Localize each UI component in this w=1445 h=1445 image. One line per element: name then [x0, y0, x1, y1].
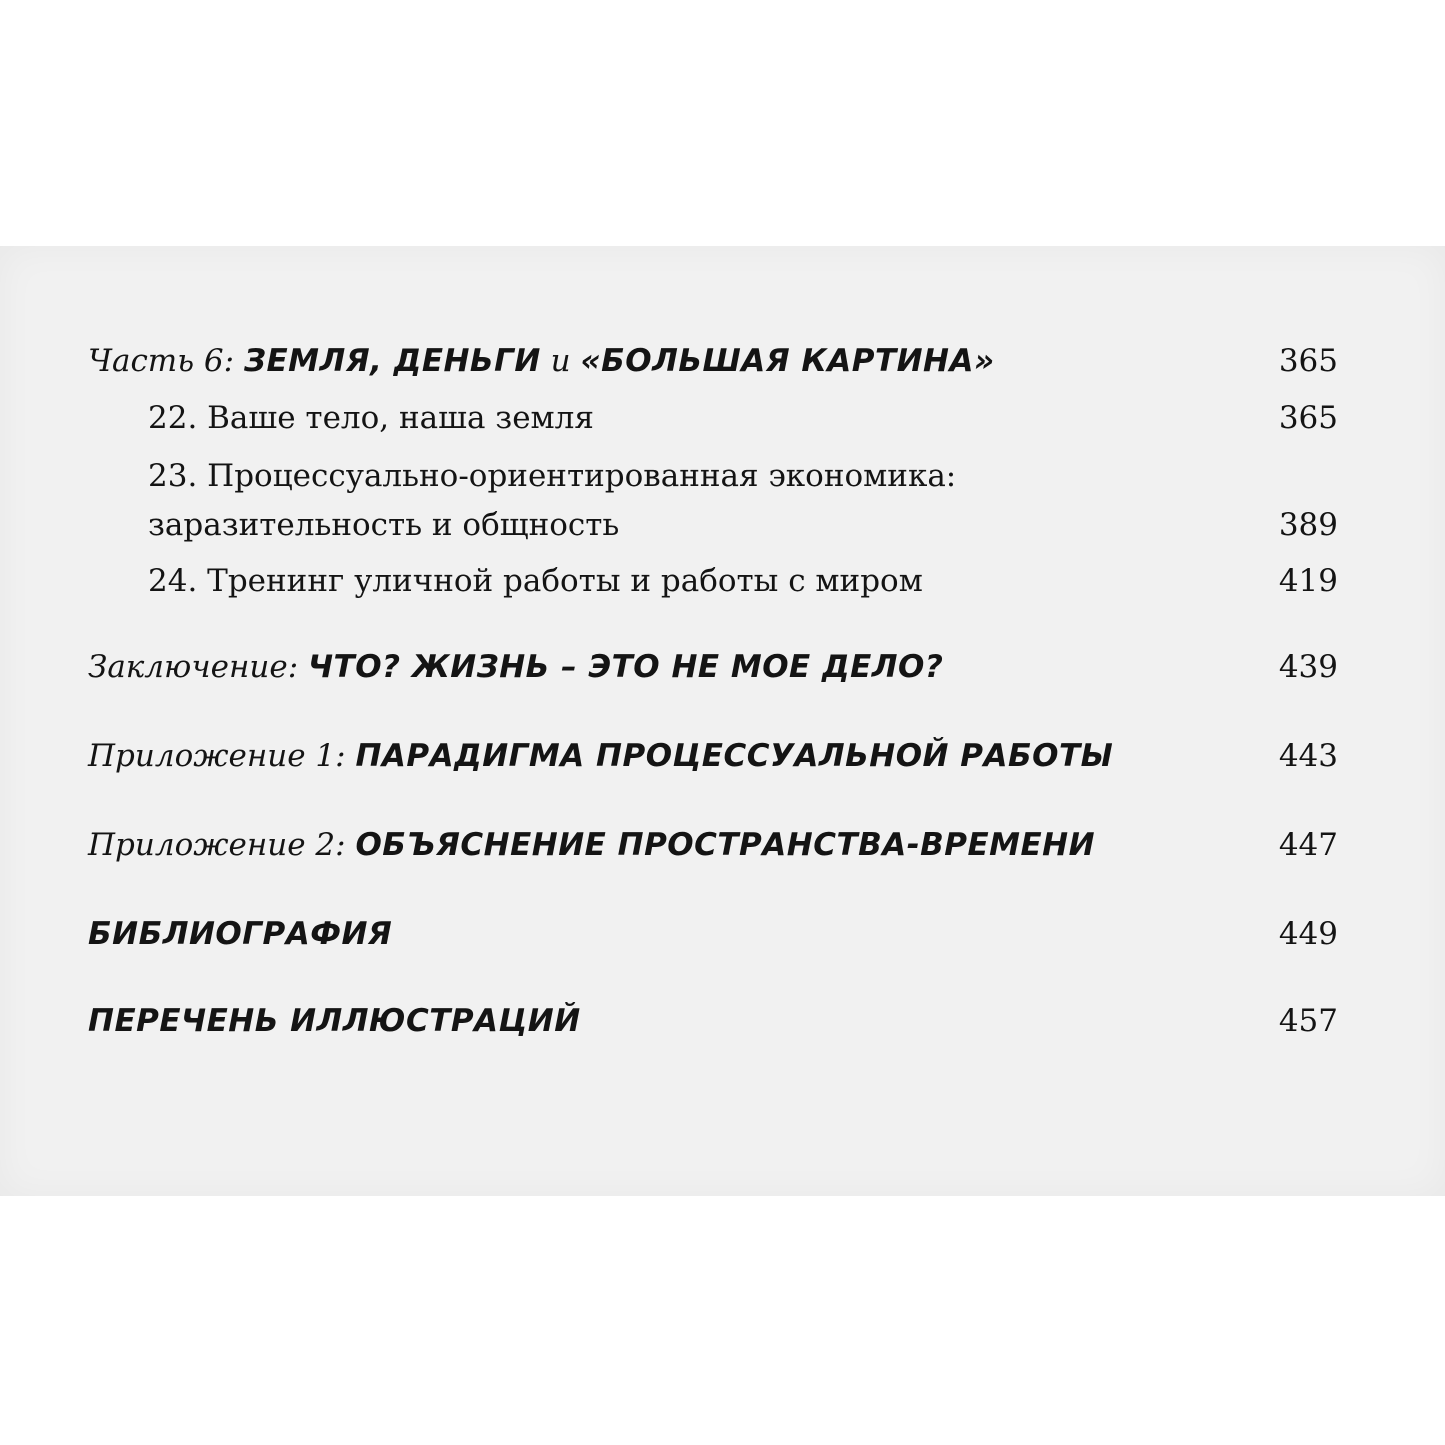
entry-title: 23. Процессуально-ориентированная экономика: [148, 458, 957, 494]
entry-title-continued: заразительность и общность [148, 507, 620, 543]
page-number: 419 [1278, 563, 1338, 599]
toc-entry-appendix-1 [88, 731, 1338, 781]
page-number: 439 [1278, 649, 1338, 685]
entry-title [88, 909, 392, 959]
page-number: 365 [1278, 400, 1338, 436]
entry-title [88, 642, 943, 692]
entry-title [88, 336, 995, 386]
part-label: Часть 6: [88, 343, 244, 379]
book-page [0, 246, 1445, 1196]
entry-caps-title: ПАРАДИГМА ПРОЦЕССУАЛЬНОЙ РАБОТЫ [355, 738, 1114, 774]
entry-title [88, 731, 1113, 781]
part-title-2: «БОЛЬШАЯ КАРТИНА» [580, 343, 995, 379]
toc-entry-part-6 [88, 336, 1338, 386]
part-title-1: ЗЕМЛЯ, ДЕНЬГИ [243, 343, 541, 379]
toc-entry-chapter-23-line-2 [88, 500, 1338, 550]
page-number: 365 [1278, 343, 1338, 379]
toc-entry-chapter-24 [88, 556, 1338, 606]
entry-title: 22. Ваше тело, наша земля [148, 400, 594, 436]
toc-entry-bibliography [88, 909, 1338, 959]
toc-entry-chapter-23-line-1 [88, 451, 1338, 501]
entry-title [88, 996, 581, 1046]
page-number: 447 [1278, 827, 1338, 863]
page-number: 457 [1278, 1003, 1338, 1039]
toc-entry-chapter-22 [88, 393, 1338, 443]
toc-entry-illustrations [88, 996, 1338, 1046]
entry-title: 24. Тренинг уличной работы и работы с миром [148, 563, 923, 599]
toc-entry-appendix-2 [88, 820, 1338, 870]
entry-caps-title: ЧТО? ЖИЗНЬ – ЭТО НЕ МОЕ ДЕЛО? [308, 649, 944, 685]
entry-title [88, 820, 1095, 870]
entry-label: Заключение: [88, 649, 308, 685]
part-conjunction: и [540, 343, 581, 379]
entry-caps-title: ПЕРЕЧЕНЬ ИЛЛЮСТРАЦИЙ [88, 1003, 581, 1039]
page-number: 443 [1278, 738, 1338, 774]
entry-label: Приложение 2: [88, 827, 356, 863]
page-number: 449 [1278, 916, 1338, 952]
entry-caps-title: БИБЛИОГРАФИЯ [88, 916, 393, 952]
toc-entry-conclusion [88, 642, 1338, 692]
entry-caps-title: ОБЪЯСНЕНИЕ ПРОСТРАНСТВА-ВРЕМЕНИ [355, 827, 1096, 863]
page-number: 389 [1278, 507, 1338, 543]
entry-label: Приложение 1: [88, 738, 356, 774]
